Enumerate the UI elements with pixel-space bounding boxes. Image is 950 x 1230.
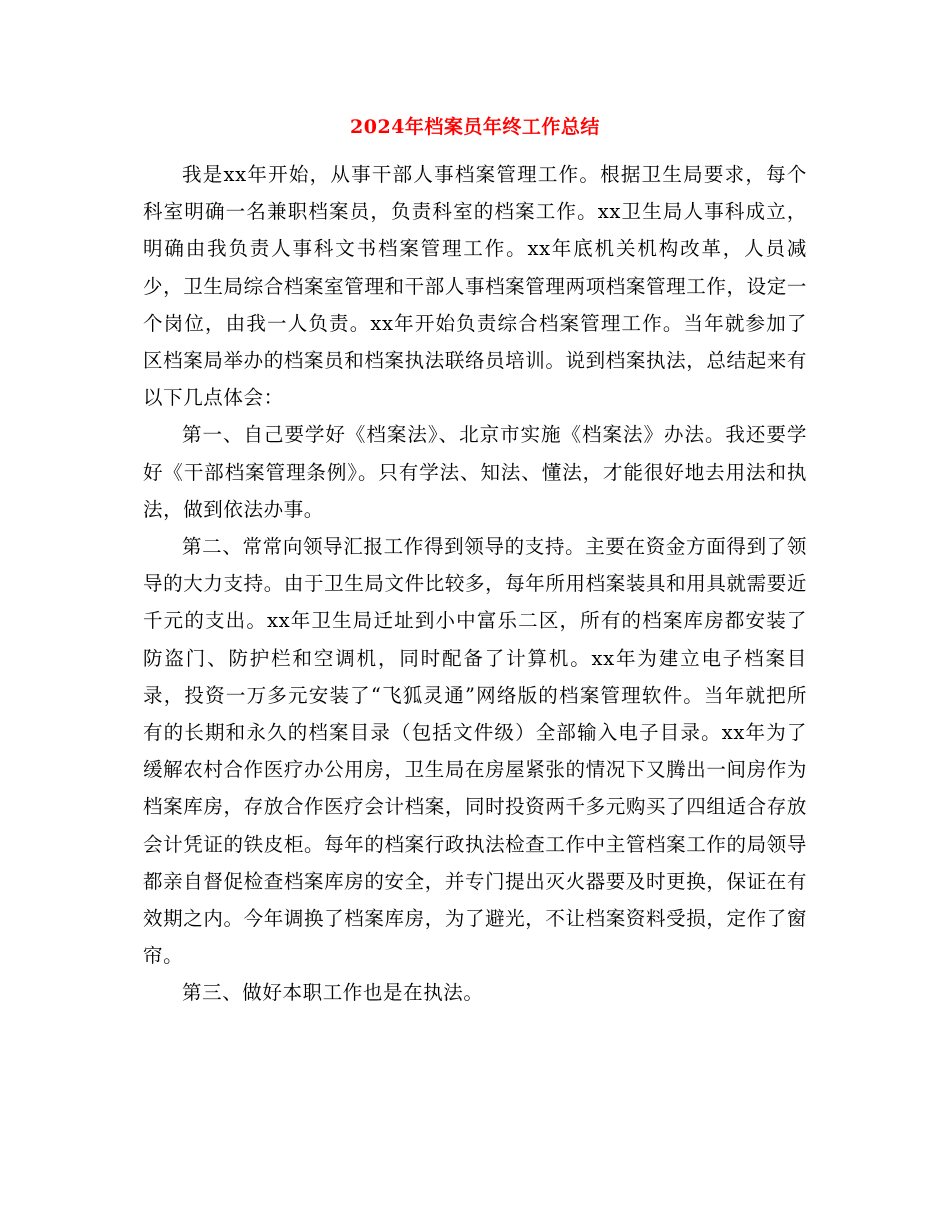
paragraph-point-1: 第一、自己要学好《档案法》、北京市实施《档案法》办法。我还要学好《干部档案管理条例》。只有学法、知法、懂法，才能很好地去用法和执法，做到依法办事。 <box>143 423 807 521</box>
paragraph-intro: 我是xx年开始，从事干部人事档案管理工作。根据卫生局要求，每个科室明确一名兼职档案员，负责科室的档案工作。xx卫生局人事科成立，明确由我负责人事科文书档案管理工作。xx年底机关机构改革，人员减少，卫生局综合档案室管理和干部人事档案管理两项档案管理工作，设定一个岗位，由我一人负责。xx年开始负责综合档案管理工作。当年就参加了区档案局举办的档案员和档案执法联络员培训。说到档案执法，总结起来有以下几点体会： <box>143 163 807 410</box>
paragraph-point-2: 第二、常常向领导汇报工作得到领导的支持。主要在资金方面得到了领导的大力支持。由于卫生局文件比较多，每年所用档案装具和用具就需要近千元的支出。xx年卫生局迁址到小中富乐二区，所有的档案库房都安装了防盗门、防护栏和空调机，同时配备了计算机。xx年为建立电子档案目录，投资一万多元安装了“飞狐灵通”网络版的档案管理软件。当年就把所有的长期和永久的档案目录（包括文件级）全部输入电子目录。xx年为了缓解农村合作医疗办公用房，卫生局在房屋紧张的情况下又腾出一间房作为档案库房，存放合作医疗会计档案，同时投资两千多元购买了四组适合存放会计凭证的铁皮柜。每年的档案行政执法检查工作中主管档案工作的局领导都亲自督促检查档案库房的安全，并专门提出灭火器要及时更换，保证在有效期之内。今年调换了档案库房，为了避光，不让档案资料受损，定作了窗帘。 <box>143 535 807 968</box>
document-body <box>143 156 807 1012</box>
document-title: 2024年档案员年终工作总结 <box>350 116 600 138</box>
paragraph-point-3: 第三、做好本职工作也是在执法。 <box>182 981 484 1005</box>
